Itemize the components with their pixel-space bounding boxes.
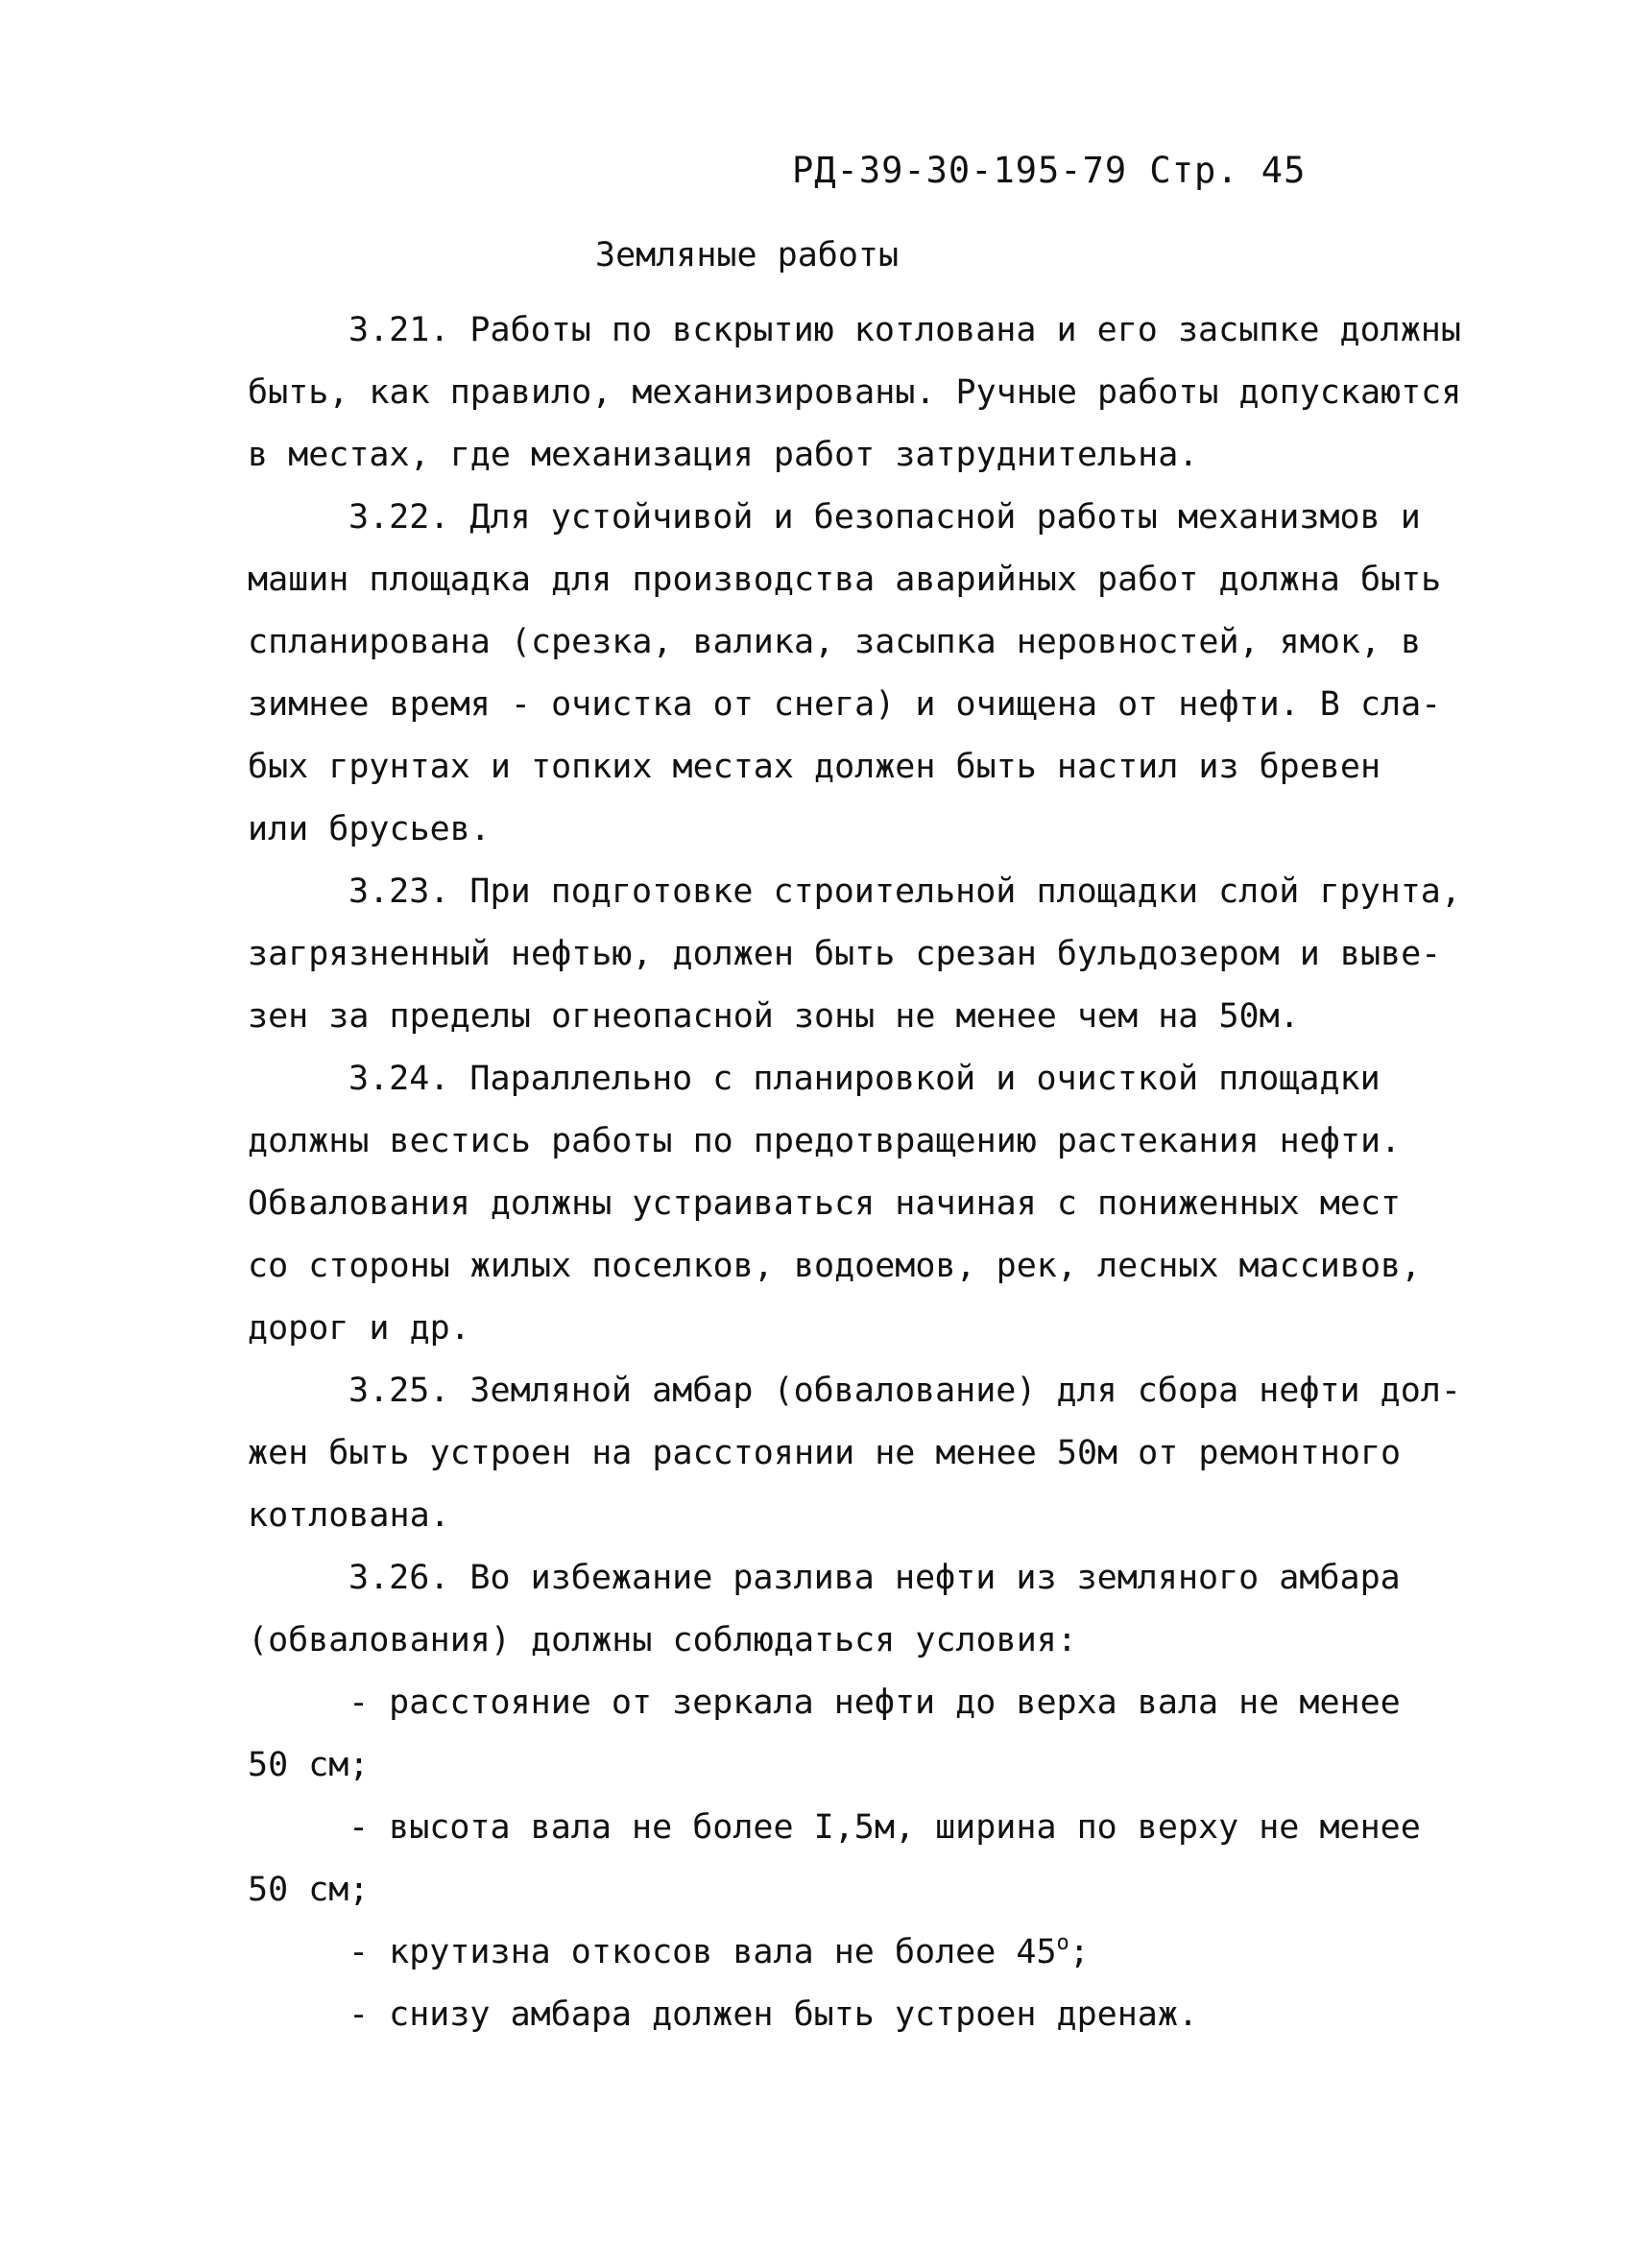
paragraph-line: спланирована (срезка, валика, засыпка неровностей, ямок, в — [248, 623, 1422, 661]
paragraph-line: 3.25. Земляной амбар (обвалование) для сбора нефти дол- — [348, 1372, 1461, 1410]
paragraph-line: зимнее время - очистка от снега) и очищена от нефти. В сла- — [248, 685, 1442, 724]
paragraph-3-24 — [248, 1048, 1438, 1360]
paragraph-line: жен быть устроен на расстоянии не менее 50м от ремонтного — [248, 1434, 1402, 1472]
paragraph-3-22 — [248, 487, 1442, 861]
paragraph-line: 3.21. Работы по вскрытию котлована и его засыпке должны — [348, 311, 1461, 349]
condition-slope — [248, 1922, 1438, 1984]
paragraph-3-21 — [248, 299, 1462, 487]
condition-line — [248, 1922, 1438, 1984]
paragraph-line: или брусьев. — [248, 810, 491, 848]
condition-line: 50 см; — [248, 1871, 370, 1909]
condition-height — [248, 1797, 1438, 1922]
condition-slope-tail: ; — [1069, 1933, 1090, 1971]
paragraph-line: 3.23. При подготовке строительной площадки слой грунта, — [348, 872, 1461, 911]
paragraph-line: быть, как правило, механизированы. Ручные работы допускаются — [248, 373, 1462, 412]
condition-slope-text: - крутизна откосов вала не более 45 — [348, 1933, 1057, 1971]
paragraph-line: Обвалования должны устраиваться начиная с пониженных мест — [248, 1184, 1402, 1223]
paragraph-line: котлована. — [248, 1496, 450, 1535]
paragraph-line: в местах, где механизация работ затруднительна. — [248, 436, 1199, 474]
paragraph-3-25 — [248, 1360, 1461, 1547]
paragraph-3-23 — [248, 861, 1461, 1048]
condition-drainage — [248, 1984, 1438, 2046]
paragraph-line: (обвалования) должны соблюдаться условия: — [248, 1621, 1077, 1659]
condition-line: 50 см; — [248, 1746, 370, 1784]
paragraph-line: должны вестись работы по предотвращению растекания нефти. — [248, 1122, 1402, 1160]
paragraph-line: бых грунтах и топких местах должен быть настил из бревен — [248, 748, 1381, 786]
paragraph-line: 3.24. Параллельно с планировкой и очисткой площадки — [348, 1060, 1381, 1098]
paragraph-line: 3.26. Во избежание разлива нефти из земляного амбара — [348, 1559, 1401, 1597]
paragraph-3-26 — [248, 1547, 1438, 1672]
paragraph-line: 3.22. Для устойчивой и безопасной работы механизмов и — [348, 498, 1421, 537]
section-title: Земляные работы — [595, 236, 900, 275]
document-header: РД-39-30-195-79 Стр. 45 — [792, 150, 1307, 191]
condition-distance — [248, 1672, 1438, 1797]
condition-line: - высота вала не более I,5м, ширина по верху не менее — [348, 1808, 1421, 1847]
condition-line: - снизу амбара должен быть устроен дренаж. — [348, 1995, 1199, 2034]
paragraph-line: зен за пределы огнеопасной зоны не менее чем на 50м. — [248, 997, 1300, 1036]
paragraph-line: загрязненный нефтью, должен быть срезан бульдозером и выве- — [248, 935, 1442, 973]
degree-superscript: о — [1056, 1931, 1069, 1955]
condition-line: - расстояние от зеркала нефти до верха вала не менее — [348, 1683, 1401, 1722]
paragraph-line: дорог и др. — [248, 1309, 470, 1348]
paragraph-line: со стороны жилых поселков, водоемов, рек, лесных массивов, — [248, 1247, 1422, 1285]
body-text — [248, 299, 1462, 2046]
paragraph-line: машин площадка для производства аварийных работ должна быть — [248, 561, 1442, 599]
